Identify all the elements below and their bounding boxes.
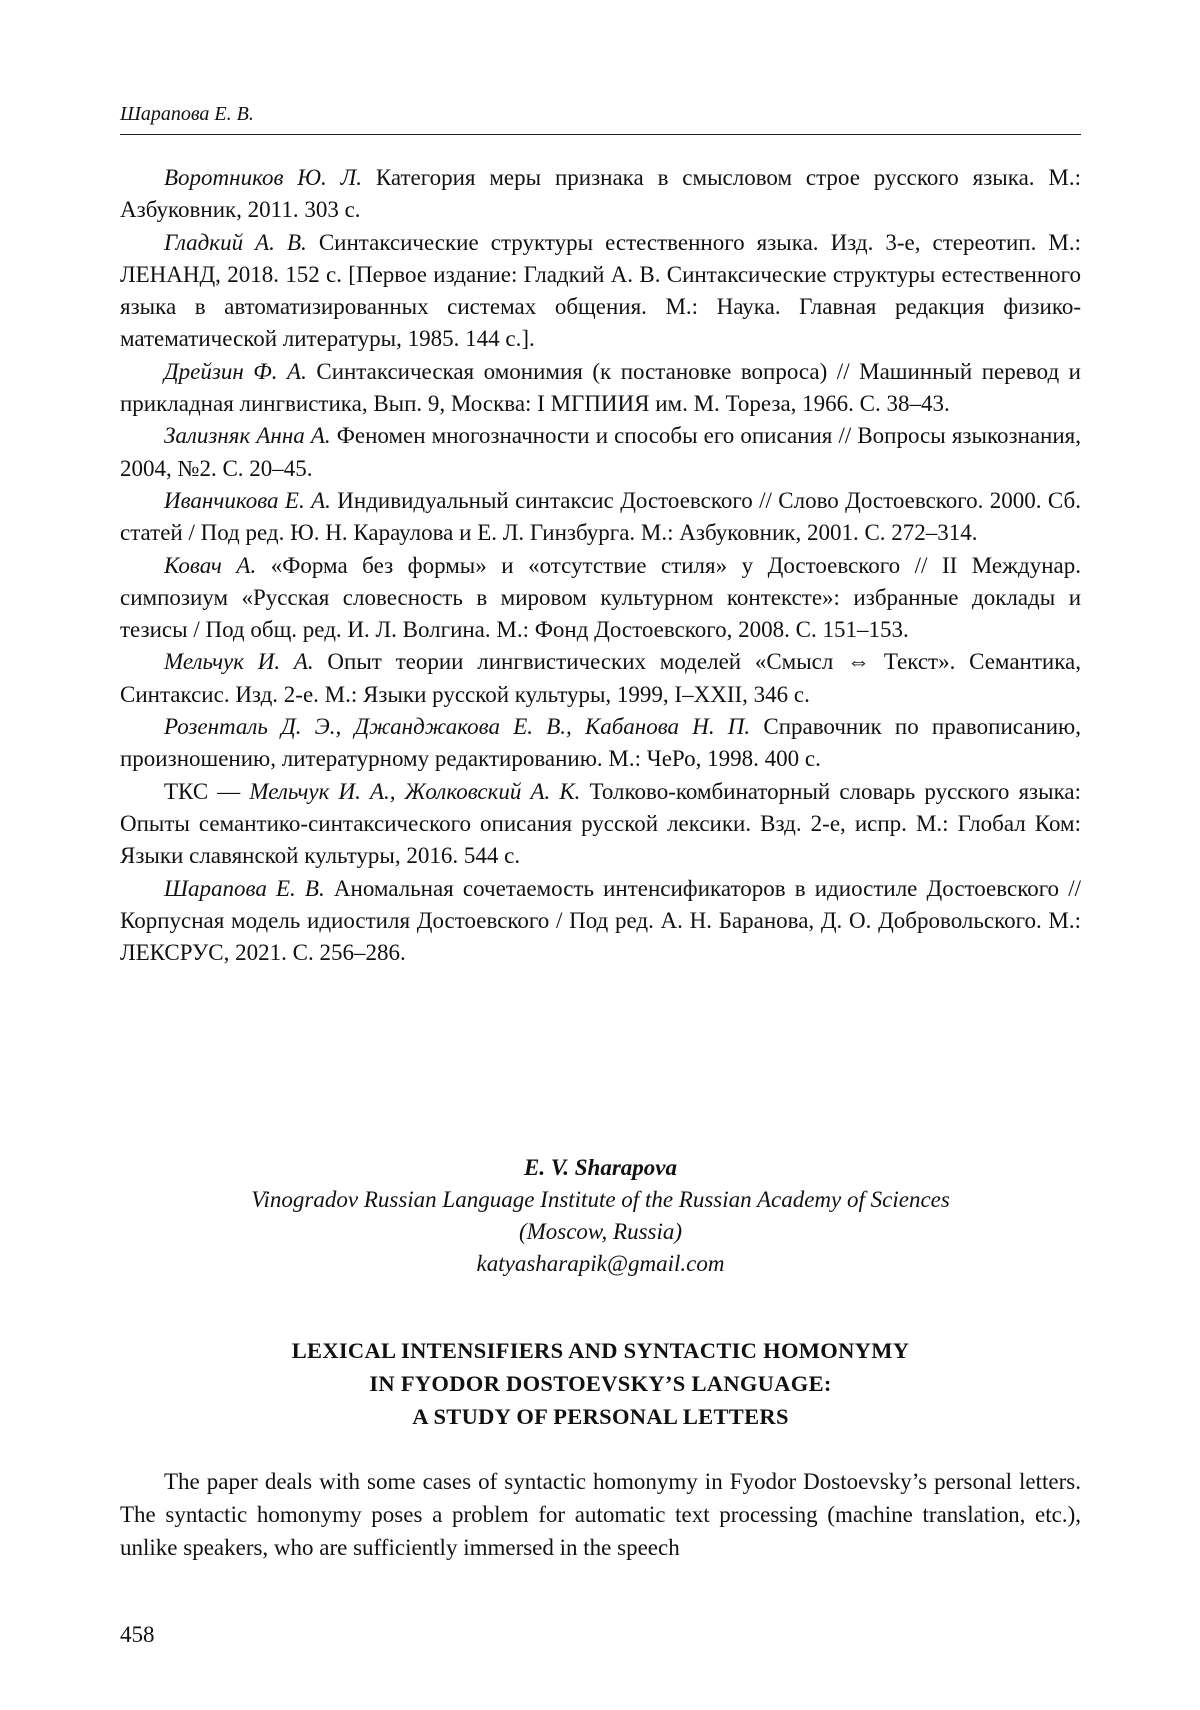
reference-author: Воротников Ю. Л. xyxy=(164,165,362,190)
reference-author: Иванчикова Е. А. xyxy=(164,487,331,513)
reference-text: Аномальная сочетаемость интенсификаторов в идиостиле Достоевского // Корпусная модель идиостиля Достоевского / Под ред. А. Н. Баранова, Д. О. Добровольского. М.: ЛЕКСРУС, 2021. С. 256–286. xyxy=(120,875,1082,966)
reference-author: Мельчук И. А., Жолковский А. К. xyxy=(249,778,581,804)
reference-item xyxy=(120,227,1081,356)
reference-list xyxy=(120,162,1081,969)
reference-text: Индивидуальный синтаксис Достоевского // Слово Достоевского. 2000. Сб. статей / Под ред. Ю. Н. Караулова и Е. Л. Гинзбурга. М.: Азбуковник, 2001. С. 272–314. xyxy=(120,487,1081,546)
reference-text: Синтаксическая омонимия (к постановке вопроса) // Машинный перевод и прикладная лингвистика, Вып. 9, Москва: I МГПИИЯ им. М. Тореза, 1966. С. 38–43. xyxy=(120,358,1081,417)
title-line: A STUDY OF PERSONAL LETTERS xyxy=(412,1404,789,1429)
reference-item xyxy=(120,776,1081,873)
title-line: LEXICAL INTENSIFIERS AND SYNTACTIC HOMONYMY xyxy=(291,1338,910,1363)
reference-author: Мельчук И. А. xyxy=(164,649,314,675)
reference-prefix: ТКС — xyxy=(164,778,250,804)
author-name: E. V. Sharapova xyxy=(524,1155,677,1180)
title-line: IN FYODOR DOSTOEVSKY’S LANGUAGE: xyxy=(369,1371,832,1396)
reference-text: Опыт теории лингвистических моделей «Смысл ⇔ Текст». Семантика, Синтаксис. Изд. 2-е. М.: Языки русской культуры, 1999, I–XXII, 346 с. xyxy=(120,649,1081,707)
reference-item xyxy=(120,162,1081,227)
author-affiliation: Vinogradov Russian Language Institute of the Russian Academy of Sciences xyxy=(251,1187,950,1212)
abstract-paragraph: The paper deals with some cases of syntactic homonymy in Fyodor Dostoevsky’s personal letters. The syntactic homonymy poses a problem for automatic text processing (machine translation, etc.), unlike speakers, who are sufficiently immersed in the speech xyxy=(120,1469,1081,1560)
reference-item xyxy=(120,873,1081,970)
page-number: 458 xyxy=(120,1622,155,1647)
author-block xyxy=(120,1152,1081,1280)
article-title xyxy=(120,1334,1081,1433)
reference-text: Синтаксические структуры естественного языка. Изд. 3-е, стереотип. М.: ЛЕНАНД, 2018. 152 с. [Первое издание: Гладкий А. В. Синтаксические структуры естественного языка в автоматизированных системах общения. М.: Наука. Главная редакция физико-математической литературы, 1985. 144 с.]. xyxy=(120,229,1081,352)
reference-item xyxy=(120,420,1081,485)
reference-author: Зализняк Анна А. xyxy=(164,423,331,449)
reference-author: Гладкий А. В. xyxy=(164,229,307,255)
reference-item xyxy=(120,550,1081,647)
reference-text: «Форма без формы» и «отсутствие стиля» у Достоевского // II Междунар. симпозиум «Русская словесность в мировом культурном контексте»: избранные доклады и тезисы / Под общ. ред. И. Л. Волгина. М.: Фонд Достоевского, 2008. С. 151–153. xyxy=(120,552,1082,643)
header-rule xyxy=(120,134,1081,135)
reference-text: Категория меры признака в смысловом строе русского языка. М.: Азбуковник, 2011. 303 с. xyxy=(120,165,1081,223)
author-email: katyasharapik@gmail.com xyxy=(476,1251,725,1276)
reference-text: Справочник по правописанию, произношению, литературному редактированию. М.: ЧеРо, 1998. 400 с. xyxy=(120,714,1081,772)
reference-item xyxy=(120,356,1081,421)
reference-text: Толково-комбинаторный словарь русского языка: Опыты семантико-синтаксического описания русской лексики. Взд. 2-е, испр. М.: Глобал Ком: Языки славянской культуры, 2016. 544 с. xyxy=(120,778,1082,869)
reference-item xyxy=(120,711,1081,776)
reference-item xyxy=(120,485,1081,550)
reference-text: Феномен многозначности и способы его описания // Вопросы языкознания, 2004, №2. С. 20–45. xyxy=(120,423,1081,481)
reference-author: Шарапова Е. В. xyxy=(164,875,325,901)
running-head: Шарапова Е. В. xyxy=(120,103,254,125)
reference-author: Дрейзин Ф. А. xyxy=(164,358,307,384)
author-affiliation-location: (Moscow, Russia) xyxy=(518,1219,683,1244)
reference-author: Ковач А. xyxy=(164,552,257,578)
reference-item xyxy=(120,646,1081,711)
reference-author: Розенталь Д. Э., Джанджакова Е. В., Кабанова Н. П. xyxy=(164,714,751,740)
